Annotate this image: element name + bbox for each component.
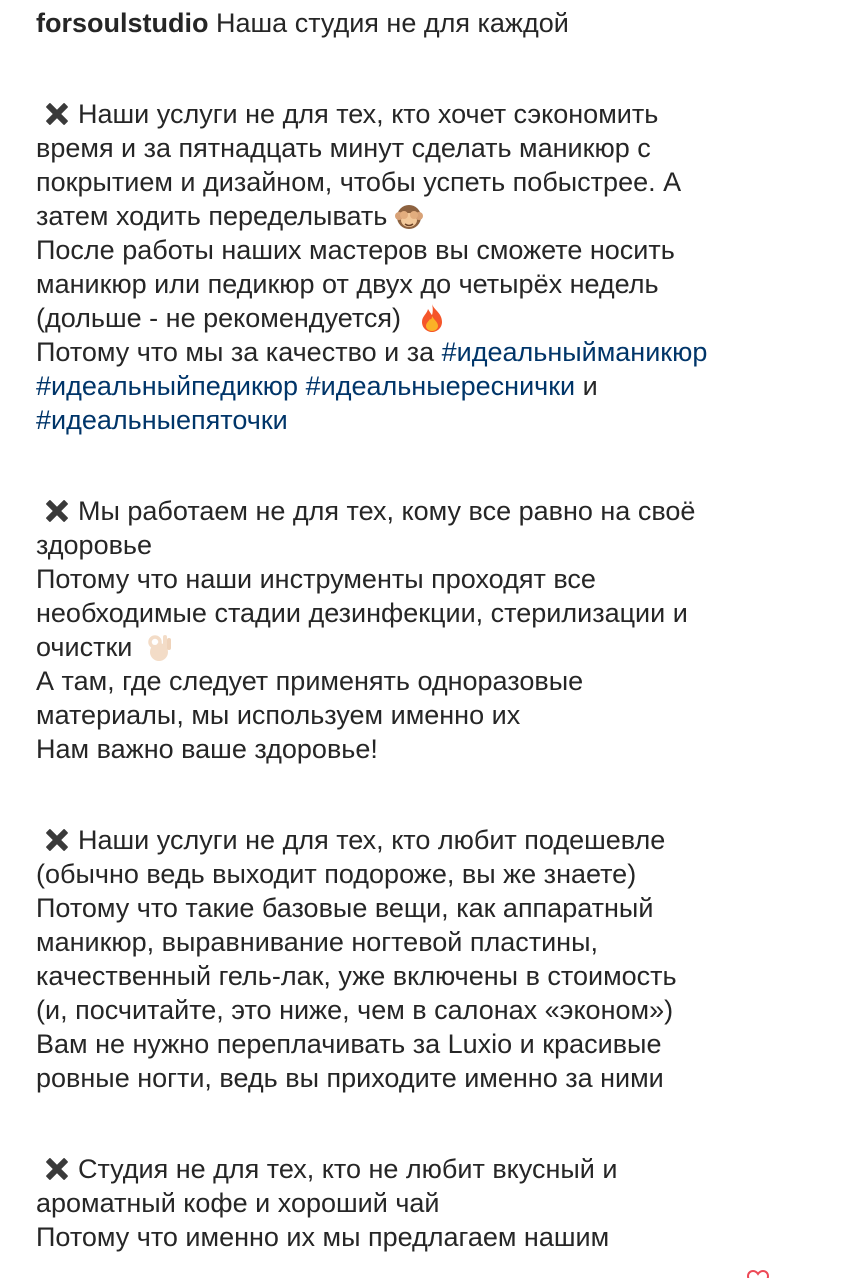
caption-line: А там, где следует применять одноразовые	[36, 666, 584, 696]
cross-icon	[45, 1157, 69, 1181]
caption-line: время и за пятнадцать минут сделать маникюр с	[36, 133, 651, 163]
cross-icon	[45, 102, 69, 126]
caption-line: необходимые стадии дезинфекции, стерилизации и	[36, 598, 688, 628]
caption-line: Студия не для тех, кто не любит вкусный и	[36, 1152, 836, 1186]
caption-line: покрытием и дизайном, чтобы успеть побыстрее. А	[36, 167, 682, 197]
ok-hand-icon	[146, 632, 172, 662]
caption-line: ароматный кофе и хороший чай	[36, 1188, 440, 1218]
caption-line: (дольше - не рекомендуется)	[36, 301, 836, 335]
hashtag-link[interactable]: #идеальныереснички	[305, 371, 576, 401]
caption-line: Потому что именно их мы предлагаем нашим	[36, 1222, 610, 1252]
hashtag-link[interactable]: #идеальныйпедикюр	[36, 371, 299, 401]
caption-line	[36, 403, 836, 437]
username-link[interactable]: forsoulstudio	[36, 8, 209, 38]
caption-line: затем ходить переделывать	[36, 199, 836, 233]
cross-icon	[45, 828, 69, 852]
fire-icon	[419, 303, 445, 333]
caption-line: маникюр или педикюр от двух до четырёх недель	[36, 269, 659, 299]
caption-line: Наши услуги не для тех, кто любит подешевле	[36, 823, 836, 857]
hashtag-link[interactable]: #идеальныепяточки	[36, 405, 288, 435]
caption-line: Потому что мы за качество и за #идеальныйманикюр	[36, 337, 708, 367]
caption-line: Потому что наши инструменты проходят все	[36, 564, 596, 594]
caption-header	[36, 6, 836, 40]
paragraph-gap	[36, 766, 836, 823]
caption-line: Потому что такие базовые вещи, как аппаратный	[36, 893, 654, 923]
caption-line: (обычно ведь выходит подороже, вы же знаете)	[36, 859, 637, 889]
caption-header-text: Наша студия не для каждой	[216, 8, 569, 38]
caption-line: Вам не нужно переплачивать за Luxio и красивые	[36, 1029, 662, 1059]
caption-line: маникюр, выравнивание ногтевой пластины,	[36, 927, 598, 957]
caption-line: здоровье	[36, 530, 153, 560]
caption-section-1	[36, 97, 836, 437]
caption-line: (и, посчитайте, это ниже, чем в салонах «эконом»)	[36, 995, 674, 1025]
post-caption	[36, 6, 836, 1254]
paragraph-gap	[36, 437, 836, 494]
caption-line: После работы наших мастеров вы сможете носить	[36, 235, 675, 265]
caption-line: материалы, мы используем именно их	[36, 700, 521, 730]
see-no-evil-monkey-icon	[395, 203, 423, 231]
caption-section-3	[36, 823, 836, 1095]
caption-line: очистки	[36, 630, 836, 664]
caption-line: Нам важно ваше здоровье!	[36, 734, 378, 764]
hashtag-link[interactable]: #идеальныйманикюр	[441, 337, 708, 367]
caption-line: ровные ногти, ведь вы приходите именно за ними	[36, 1063, 664, 1093]
caption-section-4	[36, 1152, 836, 1254]
caption-line: #идеальныйпедикюр #идеальныереснички и	[36, 371, 598, 401]
cross-icon	[45, 499, 69, 523]
paragraph-gap	[36, 1095, 836, 1152]
paragraph-gap	[36, 40, 836, 97]
caption-section-2	[36, 494, 836, 766]
caption-line: Наши услуги не для тех, кто хочет сэкономить	[36, 97, 836, 131]
caption-line: качественный гель-лак, уже включены в стоимость	[36, 961, 677, 991]
caption-line: Мы работаем не для тех, кому все равно на своё	[36, 494, 836, 528]
heart-icon[interactable]	[747, 1270, 769, 1278]
